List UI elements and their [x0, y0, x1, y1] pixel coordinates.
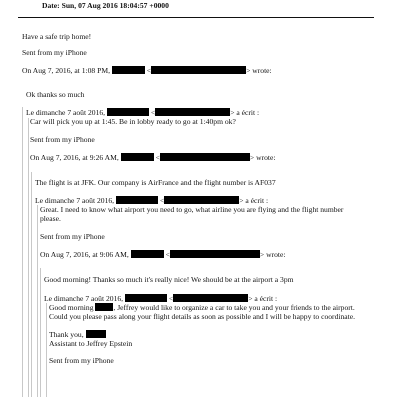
- signoff-title: Assistant to Jeffrey Epstein: [49, 339, 133, 348]
- attribution-suffix: > wrote:: [246, 66, 272, 75]
- greeting-text: Good morning: [49, 303, 94, 312]
- attribution-text: Le dimanche 7 août 2016,: [35, 196, 115, 205]
- quoted-message: Car will pick you up at 1:45. Be in lobby ready to go at 1:40pm ok?: [30, 117, 236, 126]
- bracket-open: <: [168, 294, 174, 303]
- quote-attribution: [40, 250, 286, 260]
- attribution-suffix: > wrote:: [249, 153, 276, 162]
- redaction-block: [170, 250, 260, 258]
- bracket-open: <: [155, 153, 160, 162]
- redaction-block: [125, 294, 167, 302]
- bracket-open: <: [146, 66, 152, 75]
- redaction-block: [173, 294, 248, 302]
- email-date-header: Date: Sun, 07 Aug 2016 18:04:57 +0000: [42, 1, 169, 10]
- quote-level-5-bar: [40, 268, 41, 397]
- redaction-block: [155, 108, 230, 116]
- quoted-message: Great. I need to know what airport you need to go, what airline you are flying and the flight number please.: [40, 205, 344, 223]
- redaction-block: [164, 196, 239, 204]
- quote-attribution: [30, 153, 276, 163]
- quote-level-1-bar: [22, 107, 23, 397]
- redaction-block: [112, 66, 145, 74]
- quoted-message: Good morning! Thanks so much it's really nice! We should be at the airport a 3pm: [44, 275, 294, 284]
- redaction-block: [151, 66, 246, 74]
- signature-text: Sent from my iPhone: [30, 135, 95, 144]
- quote-level-2-bar: [28, 118, 29, 397]
- redaction-block: [86, 330, 106, 338]
- bracket-open: <: [150, 108, 156, 117]
- bracket-open: <: [159, 196, 165, 205]
- attribution-suffix: > a écrit :: [248, 294, 278, 303]
- attribution-suffix: > wrote:: [259, 250, 286, 259]
- message-text: , Jeffrey would like to organize a car to take you and your friends to the airport.: [113, 303, 355, 312]
- attribution-suffix: > a écrit :: [239, 196, 269, 205]
- quote-level-3-bar: [31, 172, 32, 397]
- quoted-message: The flight is at JFK. Our company is AirFrance and the flight number is AF037: [35, 178, 276, 187]
- quote-attribution: [22, 66, 272, 76]
- quote-level-6-bar: [46, 303, 47, 397]
- signature-text: Sent from my iPhone: [40, 232, 105, 241]
- reply-text: Have a safe trip home!: [22, 32, 92, 41]
- attribution-text: On Aug 7, 2016, at 1:08 PM,: [22, 66, 110, 75]
- attribution-text: Le dimanche 7 août 2016,: [44, 294, 124, 303]
- redaction-block: [121, 153, 154, 161]
- redaction-block: [131, 250, 164, 258]
- attribution-text: Le dimanche 7 août 2016,: [26, 108, 106, 117]
- attribution-text: On Aug 7, 2016, at 9:26 AM,: [30, 153, 119, 162]
- redaction-block: [95, 303, 113, 311]
- quote-level-4-bar: [37, 205, 38, 397]
- redaction-block: [107, 108, 149, 116]
- signature-text: Sent from my iPhone: [22, 48, 87, 57]
- signoff-text: Thank you,: [49, 330, 84, 339]
- redaction-block: [160, 153, 250, 161]
- bracket-open: <: [165, 250, 170, 259]
- header-divider: [18, 17, 374, 18]
- signature-text: Sent from my iPhone: [49, 356, 114, 365]
- attribution-suffix: > a écrit :: [230, 108, 260, 117]
- attribution-text: On Aug 7, 2016, at 9:06 AM,: [40, 250, 129, 259]
- redaction-block: [116, 196, 158, 204]
- quoted-message: Ok thanks so much: [26, 90, 85, 99]
- quoted-message: Could you please pass along your flight details as soon as possible and I will be happy to coordinate.: [49, 312, 356, 321]
